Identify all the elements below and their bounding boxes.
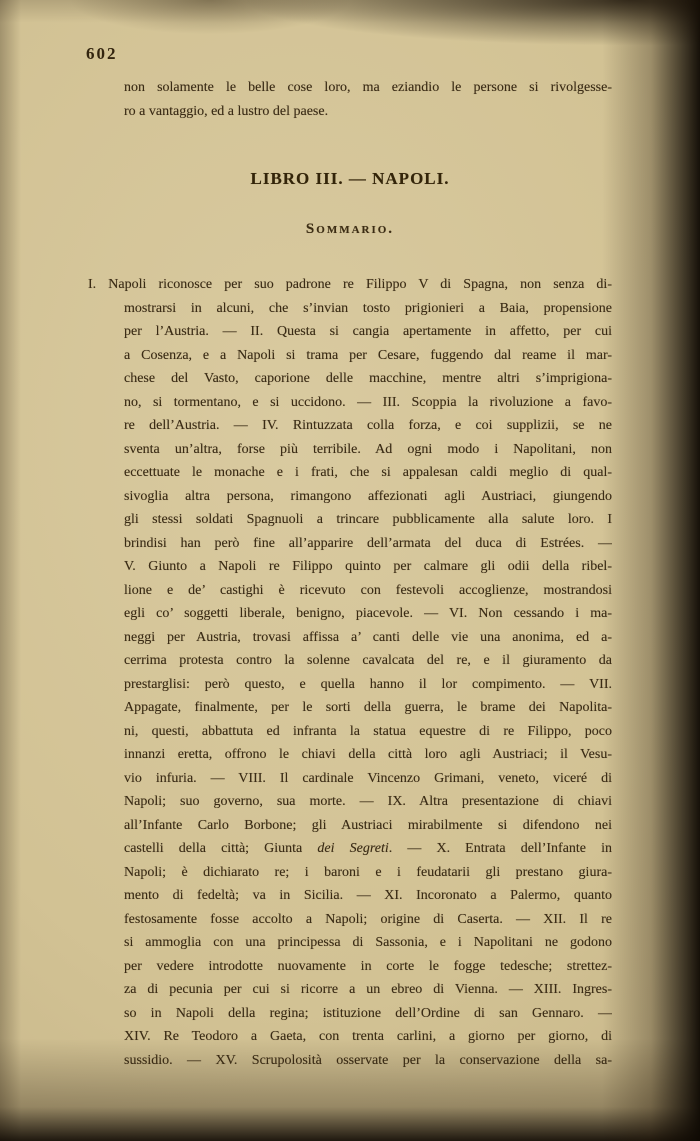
text-line: prestarglisi: però questo, e quella hanno il lor compimento. — VII. [124, 676, 612, 692]
text-line: mostrarsi in alcuni, che s’invian tosto prigionieri a Baia, propensione [124, 300, 612, 316]
text-line: so in Napoli della regina; istituzione dell’Ordine di san Gennaro. — [124, 1005, 612, 1021]
text-line: Napoli; è dichiarato re; i baroni e i feudatarii gli prestano giura- [124, 864, 612, 880]
text-line: sventa un’altra, forse più terribile. Ad ogni modo i Napolitani, non [124, 441, 612, 457]
text-line: castelli della città; Giunta dei Segreti. — X. Entrata dell’Infante in [124, 841, 612, 856]
text-line: za di pecunia per cui si ricorre a un ebreo di Vienna. — XIII. Ingres- [124, 982, 612, 997]
page-number: 602 [86, 44, 118, 63]
chapter-heading: LIBRO III. — NAPOLI. [250, 169, 450, 188]
text-line: festosamente fosse accolto a Napoli; origine di Caserta. — XII. Il re [124, 911, 612, 927]
text-line: re dell’Austria. — IV. Rintuzzata colla forza, e coi supplizii, se ne [124, 418, 612, 433]
text-line: ro a vantaggio, ed a lustro del paese. [124, 103, 329, 119]
page-content [88, 76, 612, 1072]
text-line: XIV. Re Teodoro a Gaeta, con trenta carlini, a giorno per giorno, di [124, 1029, 612, 1044]
text-line: chese del Vasto, caporione delle macchine, mentre altri s’imprigiona- [124, 371, 612, 386]
intro-paragraph [124, 76, 612, 123]
text-line: V. Giunto a Napoli re Filippo quinto per calmare gli odii della ribel- [124, 559, 612, 574]
text-line: egli co’ soggetti liberale, benigno, piacevole. — VI. Non cessando i ma- [124, 606, 612, 621]
text-line: no, si tormentano, e si uccidono. — III. Scoppia la rivoluzione a favo- [124, 394, 612, 410]
text-line: gli stessi soldati Spagnuoli a trincare pubblicamente alla salute loro. I [124, 512, 612, 527]
summary-paragraph [88, 273, 612, 1072]
text-line: si ammoglia con una principessa di Sassonia, e i Napolitani ne godono [124, 935, 612, 950]
text-line: Appagate, finalmente, per le sorti della guerra, le brame dei Napolita- [124, 700, 612, 715]
text-line: sivoglia altra persona, rimangono affezionati agli Austriaci, giungendo [124, 488, 612, 504]
text-line: lione e de’ castighi è ricevuto con festevoli accoglienze, mostrandosi [124, 582, 612, 598]
text-line: per vedere introdotte nuovamente in corte le fogge tedesche; strettez- [124, 958, 612, 974]
text-line: per l’Austria. — II. Questa si cangia apertamente in affetto, per cui [124, 324, 612, 339]
summary-heading: Sommario. [305, 220, 395, 237]
italic-phrase: dei Segreti [317, 841, 389, 856]
text-line: sussidio. — XV. Scrupolosità osservate per la conservazione della sa- [124, 1052, 612, 1068]
text-line: ni, questi, abbattuta ed infranta la statua equestre di re Filippo, poco [124, 723, 612, 739]
text-line: mento di fedeltà; va in Sicilia. — XI. Incoronato a Palermo, quanto [124, 888, 612, 903]
text-line: a Cosenza, e a Napoli si trama per Cesare, fuggendo dal reame il mar- [124, 347, 612, 363]
text-line: Napoli; suo governo, sua morte. — IX. Altra presentazione di chiavi [124, 794, 612, 809]
text-line: all’Infante Carlo Borbone; gli Austriaci mirabilmente si difendono nei [124, 817, 612, 833]
text-line: brindisi han però fine all’apparire dell’armata del duca di Estrées. — [124, 535, 612, 551]
text-line: neggi per Austria, trovasi affissa a’ canti delle vie una anonima, ed a- [124, 629, 612, 645]
text-line: non solamente le belle cose loro, ma eziandio le persone si rivolgesse- [124, 80, 612, 95]
text-line: cerrima protesta contro la solenne cavalcata del re, e il giuramento da [124, 653, 612, 668]
text-line: I. Napoli riconosce per suo padrone re Filippo V di Spagna, non senza di- [88, 277, 612, 292]
text-line: eccettuate le monache e i frati, che si appalesan caldi meglio di qual- [124, 465, 612, 480]
text-line: vio infuria. — VIII. Il cardinale Vincenzo Grimani, veneto, viceré di [124, 770, 612, 786]
text-line: innanzi eretta, offrono le chiavi della città loro agli Austriaci; il Vesu- [124, 747, 612, 762]
